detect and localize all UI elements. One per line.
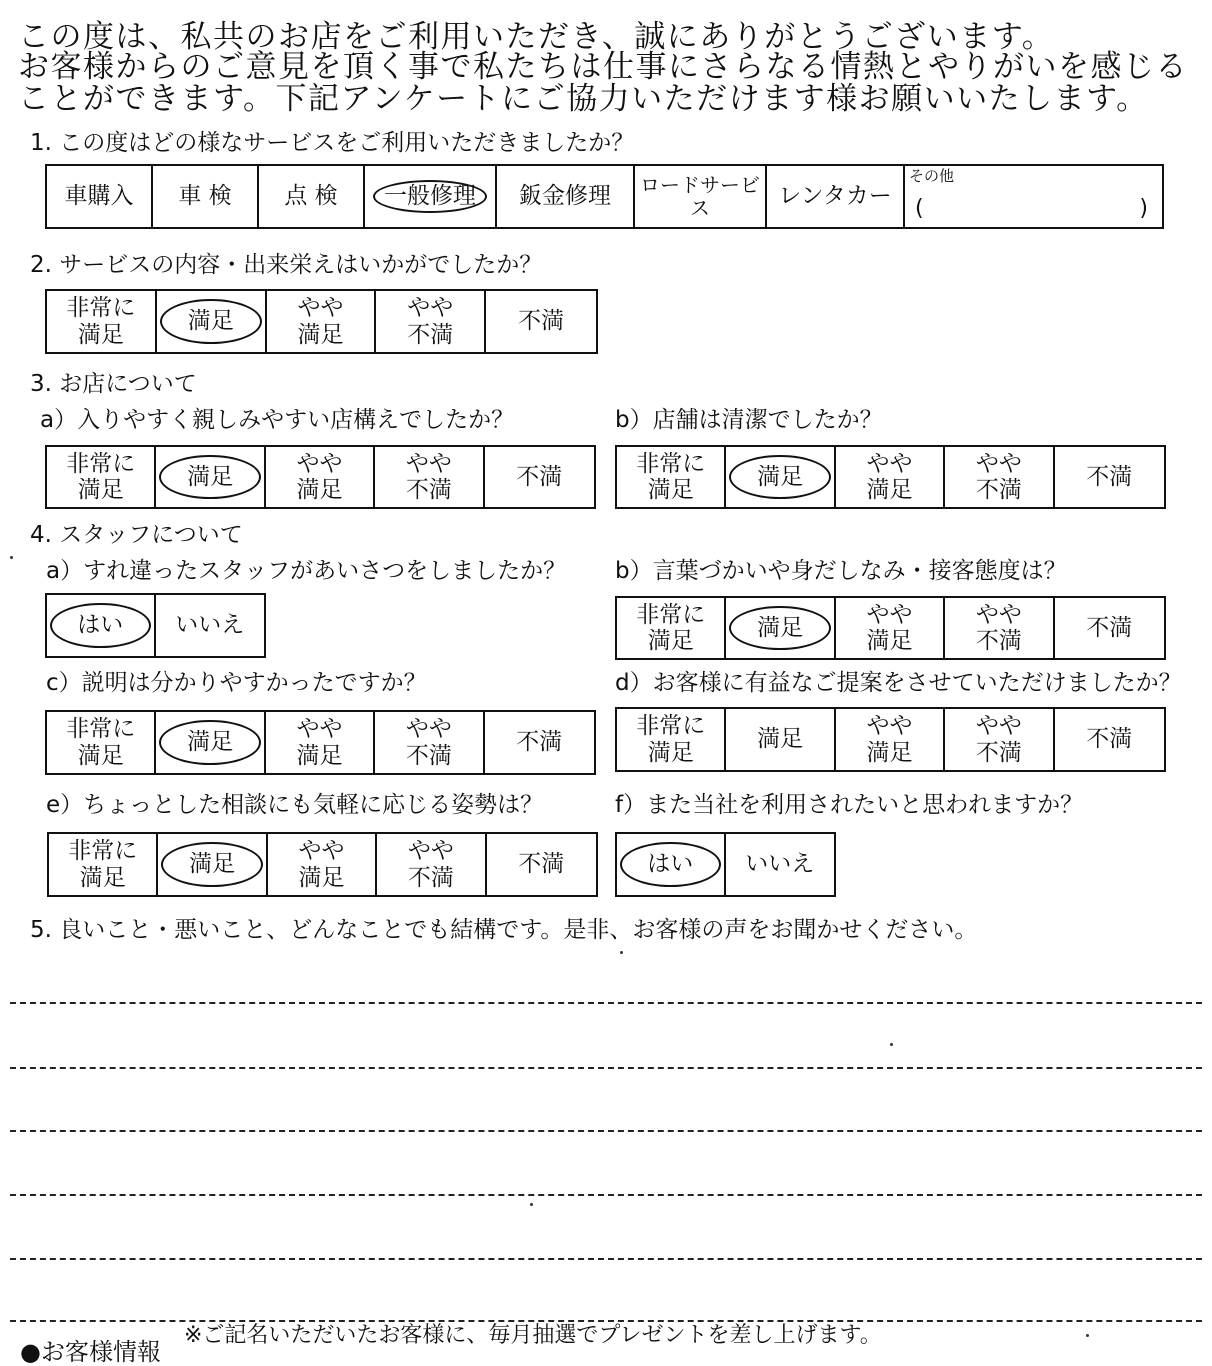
option-label: 満足 bbox=[187, 308, 234, 335]
option-label: 非常に 満足 bbox=[68, 838, 138, 891]
q4e-options bbox=[47, 832, 598, 897]
other-paren-close: ) bbox=[1139, 195, 1148, 221]
question-1: 1. この度はどの様なサービスをご利用いただきましたか？ bbox=[30, 130, 635, 156]
option-label: やや 満足 bbox=[296, 716, 343, 769]
option-q4b-0[interactable] bbox=[617, 598, 726, 658]
service-option-label: ロードサービス bbox=[640, 172, 760, 220]
option-label: 不満 bbox=[1086, 726, 1133, 753]
scan-speck bbox=[1086, 1334, 1089, 1337]
question-3b: b）店舗は清潔でしたか？ bbox=[615, 407, 883, 433]
service-option-label: 一般修理 bbox=[384, 183, 476, 210]
option-label: 満足 bbox=[757, 726, 804, 753]
option-q4d-3[interactable] bbox=[945, 709, 1054, 770]
question-4a: a）すれ違ったスタッフがあいさつをしましたか？ bbox=[46, 558, 567, 584]
answer-line-1[interactable] bbox=[10, 1002, 1202, 1004]
q4a-options bbox=[45, 593, 266, 658]
option-label: 不満 bbox=[1086, 463, 1133, 490]
option-label: 不満 bbox=[516, 729, 563, 756]
option-q4e-4[interactable] bbox=[487, 834, 596, 895]
intro-line-1: この度は、私共のお店をご利用いただき、誠にありがとうございます。 bbox=[18, 19, 1055, 55]
option-label: 満足 bbox=[757, 614, 804, 641]
footer-note: ※ご記名いただいたお客様に、毎月抽選でプレゼントを差し上げます。 bbox=[184, 1323, 882, 1348]
option-q3a-3[interactable] bbox=[375, 447, 484, 507]
option-label: やや 満足 bbox=[866, 713, 913, 766]
option-label: やや 満足 bbox=[866, 450, 913, 503]
option-label: やや 不満 bbox=[975, 450, 1022, 503]
option-q3a-1[interactable] bbox=[156, 447, 265, 507]
service-option-label: レンタカー bbox=[778, 183, 892, 210]
option-q4e-1[interactable] bbox=[158, 834, 267, 895]
option-label: いいえ bbox=[745, 851, 815, 878]
option-q4d-1[interactable] bbox=[726, 709, 835, 770]
option-q4c-0[interactable] bbox=[47, 712, 156, 773]
option-q4d-0[interactable] bbox=[617, 709, 726, 770]
answer-line-3[interactable] bbox=[10, 1130, 1202, 1132]
service-option-label: 車 検 bbox=[178, 183, 232, 210]
option-label: やや 不満 bbox=[405, 450, 452, 503]
option-q2-4[interactable] bbox=[486, 291, 596, 352]
answer-line-2[interactable] bbox=[10, 1067, 1202, 1069]
question-3a: a）入りやすく親しみやすい店構えでしたか？ bbox=[40, 407, 515, 433]
option-label: 非常に 満足 bbox=[66, 450, 136, 503]
question-4b: b）言葉づかいや身だしなみ・接客態度は？ bbox=[615, 558, 1067, 584]
question-4c: c）説明は分かりやすかったですか？ bbox=[46, 670, 427, 696]
option-label: やや 満足 bbox=[866, 601, 913, 654]
option-label: やや 不満 bbox=[975, 713, 1022, 766]
option-q4c-1[interactable] bbox=[156, 712, 265, 773]
option-label: 満足 bbox=[187, 463, 234, 490]
question-3: 3. お店について bbox=[30, 371, 197, 397]
q4c-options bbox=[45, 710, 596, 775]
option-label: 非常に 満足 bbox=[636, 601, 706, 654]
service-option-0[interactable] bbox=[47, 166, 153, 227]
other-label: その他 bbox=[909, 167, 955, 185]
answer-line-5[interactable] bbox=[10, 1258, 1202, 1260]
option-q2-2[interactable] bbox=[267, 291, 377, 352]
option-q4b-4[interactable] bbox=[1055, 598, 1164, 658]
q2-options bbox=[45, 289, 598, 354]
intro-line-3: ことができます。下記アンケートにご協力いただけます様お願いいたします。 bbox=[18, 81, 1149, 117]
q4f-options bbox=[615, 832, 836, 897]
option-q2-3[interactable] bbox=[376, 291, 486, 352]
option-q2-1[interactable] bbox=[157, 291, 267, 352]
service-option-other[interactable] bbox=[905, 166, 1162, 227]
option-label: 不満 bbox=[518, 851, 565, 878]
option-q4a-1[interactable] bbox=[156, 595, 265, 656]
option-label: 不満 bbox=[518, 308, 565, 335]
option-label: やや 満足 bbox=[296, 450, 343, 503]
option-label: やや 不満 bbox=[975, 601, 1022, 654]
option-q4e-0[interactable] bbox=[49, 834, 158, 895]
option-label: 満足 bbox=[757, 463, 804, 490]
service-option-2[interactable] bbox=[259, 166, 365, 227]
option-q3b-2[interactable] bbox=[836, 447, 945, 507]
option-q4c-3[interactable] bbox=[375, 712, 484, 773]
option-label: やや 不満 bbox=[407, 838, 454, 891]
service-option-4[interactable] bbox=[497, 166, 635, 227]
option-label: 満足 bbox=[187, 729, 234, 756]
option-q3b-4[interactable] bbox=[1055, 447, 1164, 507]
scan-speck bbox=[890, 1043, 893, 1046]
answer-line-6[interactable] bbox=[10, 1320, 1202, 1322]
option-label: 非常に 満足 bbox=[636, 713, 706, 766]
option-label: 非常に 満足 bbox=[636, 450, 706, 503]
intro-line-2: お客様からのご意見を頂く事で私たちは仕事にさらなる情熱とやりがいを感じる bbox=[18, 49, 1188, 85]
option-q4b-3[interactable] bbox=[945, 598, 1054, 658]
option-q3b-3[interactable] bbox=[945, 447, 1054, 507]
scan-speck bbox=[530, 1203, 533, 1206]
option-q3b-0[interactable] bbox=[617, 447, 726, 507]
question-2: 2. サービスの内容・出来栄えはいかがでしたか？ bbox=[30, 252, 543, 278]
scan-speck bbox=[10, 556, 13, 559]
q4d-options bbox=[615, 707, 1166, 772]
option-q4b-1[interactable] bbox=[726, 598, 835, 658]
option-label: 不満 bbox=[1086, 614, 1133, 641]
q3a-options bbox=[45, 445, 596, 509]
other-paren-open: ( bbox=[915, 195, 924, 221]
scan-speck bbox=[620, 951, 623, 954]
option-label: 非常に 満足 bbox=[66, 295, 136, 348]
service-option-5[interactable] bbox=[635, 166, 767, 227]
option-q4d-2[interactable] bbox=[836, 709, 945, 770]
option-q4d-4[interactable] bbox=[1055, 709, 1164, 770]
option-label: はい bbox=[77, 612, 124, 639]
customer-info-heading: ●お客様情報 bbox=[20, 1338, 161, 1366]
service-option-1[interactable] bbox=[153, 166, 259, 227]
service-option-label: 点 検 bbox=[284, 183, 338, 210]
question-5: 5. 良いこと・悪いこと、どんなことでも結構です。是非、お客様の声をお聞かせください。 bbox=[30, 917, 978, 943]
q3b-options bbox=[615, 445, 1166, 509]
option-label: 非常に 満足 bbox=[66, 716, 136, 769]
question-4f: f）また当社を利用されたいと思われますか？ bbox=[615, 792, 1084, 818]
option-label: はい bbox=[647, 851, 694, 878]
answer-line-4[interactable] bbox=[10, 1194, 1202, 1196]
option-q3a-2[interactable] bbox=[266, 447, 375, 507]
option-q3a-4[interactable] bbox=[485, 447, 594, 507]
option-label: やや 満足 bbox=[297, 295, 344, 348]
service-option-label: 車購入 bbox=[64, 183, 134, 210]
service-option-3[interactable] bbox=[365, 166, 497, 227]
option-q4f-0[interactable] bbox=[617, 834, 726, 895]
option-label: やや 不満 bbox=[405, 716, 452, 769]
option-label: 満足 bbox=[189, 851, 236, 878]
option-q4e-3[interactable] bbox=[377, 834, 486, 895]
option-q4b-2[interactable] bbox=[836, 598, 945, 658]
question-4e: e）ちょっとした相談にも気軽に応じる姿勢は？ bbox=[46, 792, 544, 818]
option-q3a-0[interactable] bbox=[47, 447, 156, 507]
option-q4e-2[interactable] bbox=[268, 834, 377, 895]
option-q4f-1[interactable] bbox=[726, 834, 835, 895]
service-option-6[interactable] bbox=[767, 166, 905, 227]
q4b-options bbox=[615, 596, 1166, 660]
option-q4c-4[interactable] bbox=[485, 712, 594, 773]
q1-options bbox=[45, 164, 1164, 229]
service-option-label: 鈑金修理 bbox=[519, 183, 611, 210]
option-label: やや 満足 bbox=[298, 838, 345, 891]
option-q4a-0[interactable] bbox=[47, 595, 156, 656]
option-label: 不満 bbox=[516, 463, 563, 490]
option-q2-0[interactable] bbox=[47, 291, 157, 352]
option-q3b-1[interactable] bbox=[726, 447, 835, 507]
option-label: やや 不満 bbox=[407, 295, 454, 348]
question-4: 4. スタッフについて bbox=[30, 522, 243, 548]
question-4d: d）お客様に有益なご提案をさせていただけましたか？ bbox=[615, 670, 1182, 696]
option-q4c-2[interactable] bbox=[266, 712, 375, 773]
option-label: いいえ bbox=[175, 612, 245, 639]
